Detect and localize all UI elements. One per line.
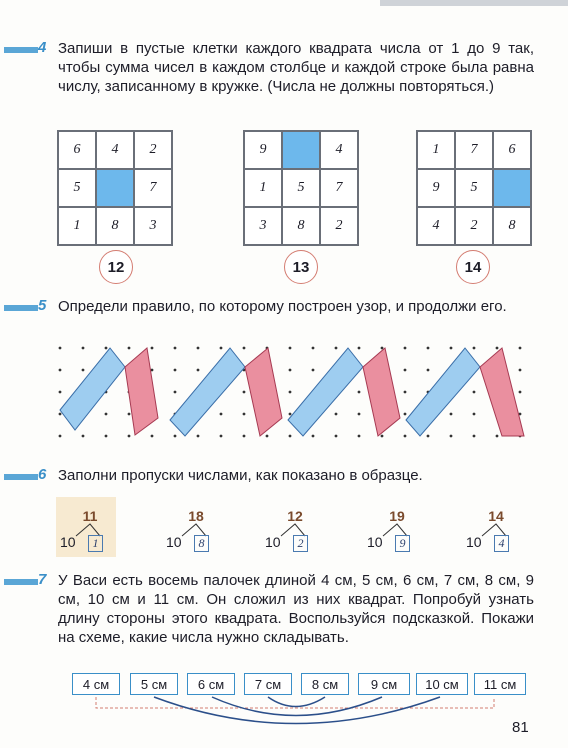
grid-dot: [243, 391, 246, 394]
square-cell: 6: [493, 131, 531, 169]
task-marker-bar: [4, 305, 38, 311]
grid-dot: [335, 413, 338, 416]
grid-dot: [473, 413, 476, 416]
decomposition-item: [166, 508, 226, 558]
total-number: 12: [287, 508, 303, 524]
ten-value: 10: [60, 534, 76, 550]
grid-dot: [174, 347, 177, 350]
ten-value: 10: [265, 534, 281, 550]
square-cell: 8: [282, 207, 320, 245]
grid-dot: [174, 391, 177, 394]
grid-dot: [404, 435, 407, 438]
magic-square-1: [57, 130, 173, 246]
task-text: У Васи есть восемь палочек длиной 4 см, 5 см, 6 см, 7 см, 8 см, 9 см, 10 см и 11 см. Он сложил из них квадрат. Попробуй узнать длину стороны этого квадрата. Воспользуйся подсказкой. Покажи на схеме, какие числа нужно складывать.: [58, 572, 534, 646]
magic-square-2: [243, 130, 359, 246]
ones-box[interactable]: 1: [88, 535, 103, 552]
grid-dot: [174, 369, 177, 372]
square-cell: 5: [282, 169, 320, 207]
sum-circle: 13: [284, 250, 318, 284]
grid-dot: [519, 369, 522, 372]
square-cell: 7: [320, 169, 358, 207]
ten-value: 10: [367, 534, 383, 550]
grid-dot: [358, 435, 361, 438]
stick-label[interactable]: 9 см: [358, 673, 410, 695]
pink-parallelogram: [125, 348, 158, 435]
grid-dot: [105, 413, 108, 416]
blank-cell[interactable]: [96, 169, 134, 207]
grid-dot: [496, 347, 499, 350]
grid-dot: [404, 347, 407, 350]
square-cell: 5: [455, 169, 493, 207]
blue-parallelogram: [288, 348, 363, 436]
ten-value: 10: [466, 534, 482, 550]
total-number: 14: [488, 508, 504, 524]
grid-dot: [473, 347, 476, 350]
square-cell: 1: [244, 169, 282, 207]
task-number: 7: [38, 571, 47, 588]
grid-dot: [450, 435, 453, 438]
pairing-arcs: [60, 690, 540, 740]
grid-dot: [358, 391, 361, 394]
ones-box[interactable]: 4: [494, 535, 509, 552]
square-cell: 8: [493, 207, 531, 245]
grid-dot: [496, 435, 499, 438]
sum-circle: 14: [456, 250, 490, 284]
blue-parallelogram: [60, 348, 125, 430]
grid-dot: [59, 347, 62, 350]
square-cell: 6: [58, 131, 96, 169]
ten-value: 10: [166, 534, 182, 550]
grid-dot: [128, 435, 131, 438]
square-cell: 4: [417, 207, 455, 245]
decomposition-item: [466, 508, 526, 558]
grid-dot: [59, 391, 62, 394]
square-cell: 2: [320, 207, 358, 245]
square-cell: 2: [455, 207, 493, 245]
grid-dot: [289, 347, 292, 350]
grid-dot: [312, 369, 315, 372]
grid-dot: [450, 413, 453, 416]
decomposition-item: [265, 508, 325, 558]
grid-dot: [335, 435, 338, 438]
ones-box[interactable]: 8: [194, 535, 209, 552]
square-cell: 4: [96, 131, 134, 169]
task-text: Определи правило, по которому построен узор, и продолжи его.: [58, 298, 507, 315]
top-rule: [380, 0, 568, 6]
square-cell: 1: [58, 207, 96, 245]
grid-dot: [220, 413, 223, 416]
grid-dot: [381, 435, 384, 438]
total-number: 18: [188, 508, 204, 524]
grid-dot: [128, 347, 131, 350]
grid-dot: [358, 347, 361, 350]
pink-parallelogram: [480, 348, 524, 436]
decomposition-sample: [60, 508, 120, 558]
square-cell: 8: [96, 207, 134, 245]
grid-dot: [105, 347, 108, 350]
stick-label[interactable]: 4 см: [72, 673, 120, 695]
pink-parallelogram: [245, 348, 282, 436]
sum-circle: 12: [99, 250, 133, 284]
grid-dot: [59, 413, 62, 416]
magic-square-3: [416, 130, 532, 246]
grid-dot: [197, 369, 200, 372]
grid-dot: [404, 391, 407, 394]
square-cell: 4: [320, 131, 358, 169]
grid-dot: [450, 347, 453, 350]
grid-dot: [220, 435, 223, 438]
grid-dot: [381, 347, 384, 350]
stick-label[interactable]: 5 см: [130, 673, 178, 695]
stick-label[interactable]: 11 см: [474, 673, 526, 695]
grid-dot: [473, 435, 476, 438]
grid-dot: [519, 391, 522, 394]
grid-dot: [427, 435, 430, 438]
grid-dot: [427, 369, 430, 372]
grid-dot: [312, 347, 315, 350]
grid-dot: [174, 435, 177, 438]
grid-dot: [243, 413, 246, 416]
square-cell: 9: [417, 169, 455, 207]
square-cell: 7: [134, 169, 172, 207]
grid-dot: [335, 347, 338, 350]
grid-dot: [358, 413, 361, 416]
grid-dot: [289, 413, 292, 416]
grid-dot: [105, 435, 108, 438]
blank-cell[interactable]: [282, 131, 320, 169]
square-cell: 2: [134, 131, 172, 169]
grid-dot: [128, 413, 131, 416]
blue-parallelogram: [406, 348, 480, 436]
grid-dot: [289, 369, 292, 372]
grid-dot: [82, 369, 85, 372]
stick-label[interactable]: 10 см: [416, 673, 468, 695]
task-number: 6: [38, 466, 47, 483]
grid-dot: [266, 435, 269, 438]
grid-dot: [404, 413, 407, 416]
square-cell: 5: [58, 169, 96, 207]
pattern-figure: [50, 340, 540, 450]
grid-dot: [427, 347, 430, 350]
page-number: 81: [512, 719, 529, 736]
task-marker-bar: [4, 579, 38, 585]
task-marker-bar: [4, 47, 38, 53]
grid-dot: [473, 391, 476, 394]
grid-dot: [243, 347, 246, 350]
task-number: 5: [38, 297, 47, 314]
grid-dot: [197, 347, 200, 350]
stick-label[interactable]: 7 см: [244, 673, 292, 695]
task-text: Заполни пропуски числами, как показано в образце.: [58, 467, 423, 484]
grid-dot: [220, 347, 223, 350]
grid-dot: [243, 435, 246, 438]
square-cell: 1: [417, 131, 455, 169]
grid-dot: [151, 435, 154, 438]
grid-dot: [59, 435, 62, 438]
grid-dot: [312, 435, 315, 438]
grid-dot: [289, 391, 292, 394]
grid-dot: [59, 369, 62, 372]
square-cell: 3: [244, 207, 282, 245]
task-marker-bar: [4, 474, 38, 480]
stick-label[interactable]: 8 см: [301, 673, 349, 695]
blank-cell[interactable]: [493, 169, 531, 207]
grid-dot: [151, 347, 154, 350]
total-number: 19: [389, 508, 405, 524]
total-number: 11: [82, 508, 98, 524]
stick-label[interactable]: 6 см: [187, 673, 235, 695]
grid-dot: [519, 347, 522, 350]
decomposition-item: [367, 508, 427, 558]
square-cell: 3: [134, 207, 172, 245]
grid-dot: [289, 435, 292, 438]
ones-box[interactable]: 2: [293, 535, 308, 552]
grid-dot: [82, 347, 85, 350]
square-cell: 7: [455, 131, 493, 169]
square-cell: 9: [244, 131, 282, 169]
grid-dot: [404, 369, 407, 372]
blue-parallelogram: [170, 348, 245, 436]
pink-parallelogram: [363, 348, 400, 436]
task-number: 4: [38, 39, 47, 56]
grid-dot: [197, 435, 200, 438]
ones-box[interactable]: 9: [395, 535, 410, 552]
task-text: Запиши в пустые клетки каждого квадрата числа от 1 до 9 так, чтобы сумма чисел в каждом столбце и каждой строке была равна числу, записанному в кружке. (Числа не должны повторяться.): [58, 40, 534, 95]
grid-dot: [82, 435, 85, 438]
